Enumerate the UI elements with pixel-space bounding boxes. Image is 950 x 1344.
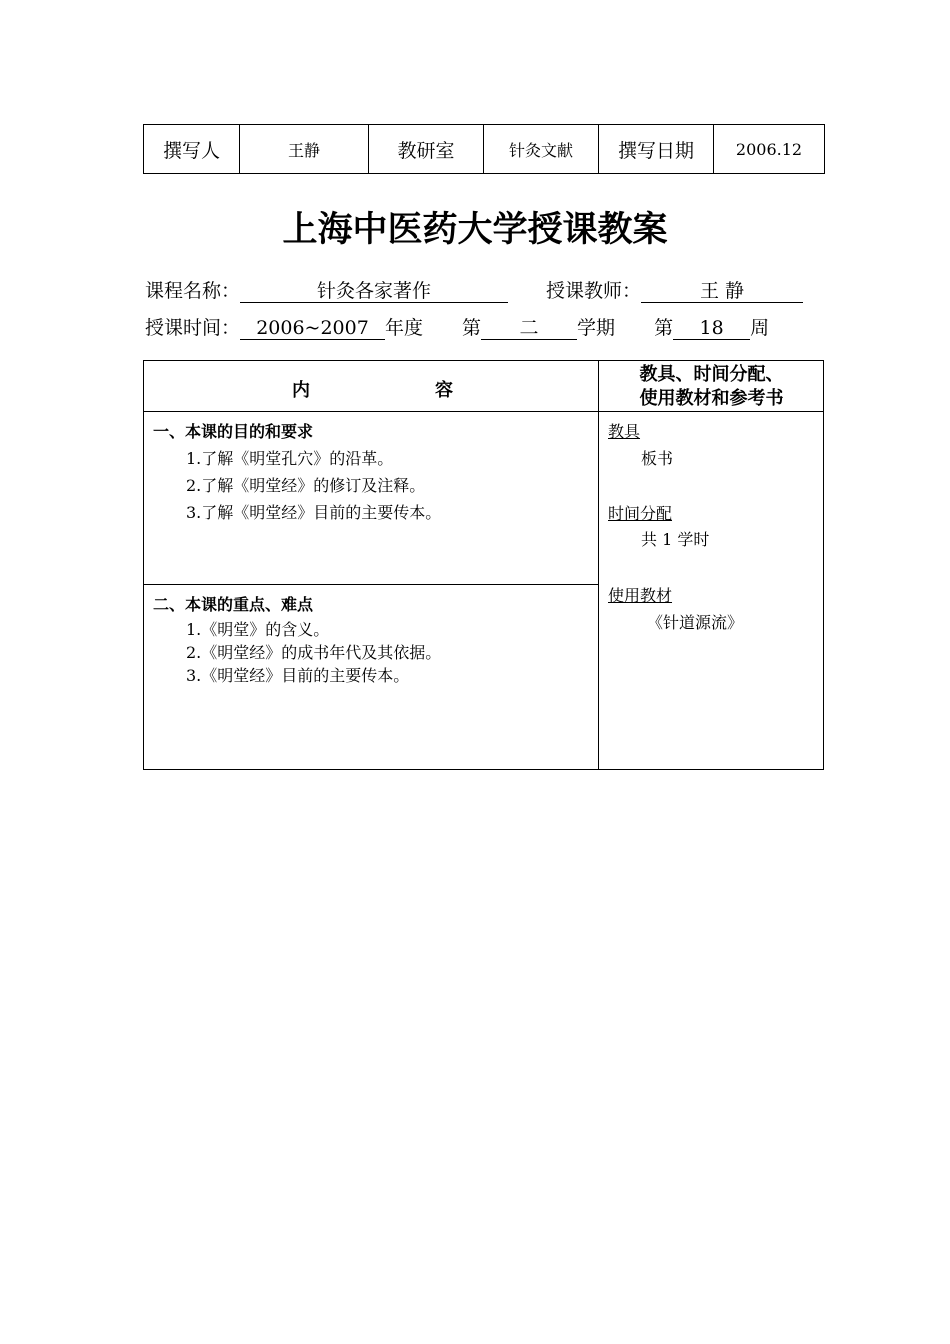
section-1-item-3: 3.了解《明堂经》目前的主要传本。 — [186, 503, 442, 522]
section-2-item-3: 3.《明堂经》目前的主要传本。 — [186, 666, 410, 685]
teacher-label: 授课教师： — [546, 280, 642, 302]
author-label: 撰写人 — [144, 125, 240, 174]
week-suffix: 周 — [750, 317, 770, 339]
column-divider — [598, 361, 599, 769]
header-info-table — [143, 124, 825, 174]
week-prefix: 第 — [654, 317, 674, 339]
term-suffix: 学期 — [577, 317, 616, 339]
content-column-header — [144, 361, 598, 411]
term-prefix: 第 — [462, 317, 482, 339]
textbook-value: 《针道源流》 — [647, 613, 744, 632]
year-suffix: 年度 — [385, 317, 424, 339]
dept-label: 教研室 — [369, 125, 484, 174]
course-name-line — [145, 276, 803, 303]
time-allocation-label: 时间分配 — [608, 504, 673, 523]
teacher-value: 王 静 — [641, 280, 803, 303]
content-header-char-1: 内 — [292, 380, 310, 401]
resources-column-header — [599, 361, 824, 411]
section-1-item-2: 2.了解《明堂经》的修订及注释。 — [186, 476, 426, 495]
header-divider — [144, 411, 823, 412]
page-title: 上海中医药大学授课教案 — [282, 209, 668, 250]
tools-label: 教具 — [608, 422, 641, 441]
section-2-item-2: 2.《明堂经》的成书年代及其依据。 — [186, 643, 442, 662]
dept-value: 针灸文献 — [484, 125, 599, 174]
time-allocation-value: 共 1 学时 — [641, 530, 710, 549]
date-value: 2006.12 — [714, 125, 825, 174]
week-value: 18 — [673, 317, 750, 340]
textbook-label: 使用教材 — [608, 586, 673, 605]
lesson-plan-table — [143, 360, 824, 770]
content-header-char-2: 容 — [435, 380, 453, 401]
term-value: 二 — [481, 317, 577, 340]
year-value: 2006~2007 — [240, 317, 385, 340]
date-label: 撰写日期 — [599, 125, 714, 174]
tools-value: 板书 — [641, 449, 674, 468]
course-name-value: 针灸各家著作 — [240, 280, 508, 303]
section-2-item-1: 1.《明堂》的含义。 — [186, 620, 330, 639]
resources-header-line-1: 教具、时间分配、 — [639, 364, 784, 385]
section-2-title: 二、本课的重点、难点 — [153, 595, 314, 614]
author-value: 王静 — [240, 125, 369, 174]
course-name-label: 课程名称： — [145, 280, 241, 302]
section-divider — [144, 584, 599, 585]
course-time-line — [145, 313, 769, 340]
section-1-title: 一、本课的目的和要求 — [153, 422, 314, 441]
resources-header-line-2: 使用教材和参考书 — [639, 388, 784, 409]
time-label: 授课时间： — [145, 317, 241, 339]
section-1-item-1: 1.了解《明堂孔穴》的沿革。 — [186, 449, 394, 468]
